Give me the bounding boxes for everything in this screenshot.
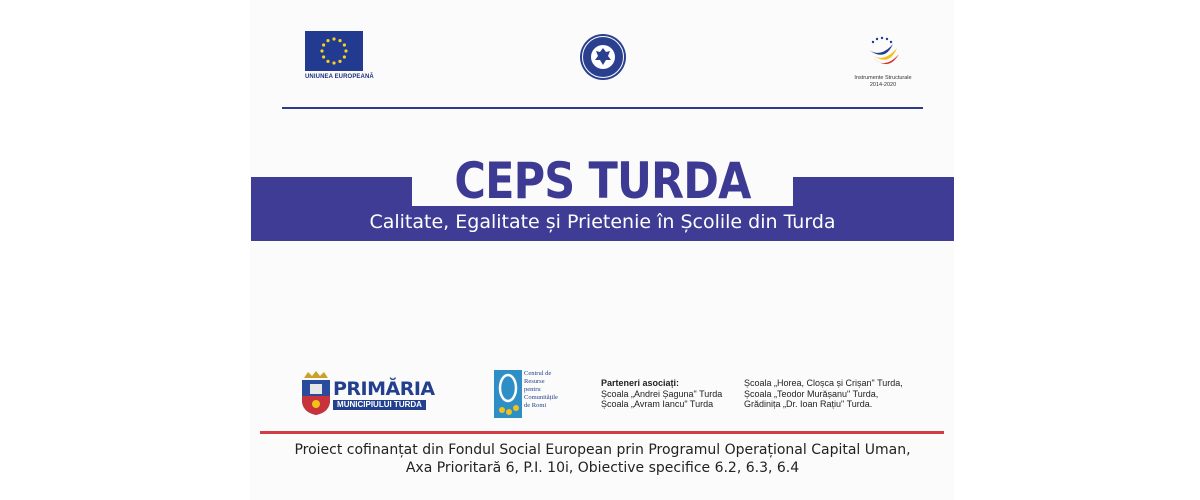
partner-item: Școala „Teodor Murășanu" Turda, <box>744 388 879 399</box>
partners-column-2 <box>744 378 903 410</box>
eu-logo <box>305 31 374 80</box>
crcr-mark-icon <box>494 370 522 418</box>
footer-line-1: Proiect cofinanțat din Fondul Social European prin Programul Operațional Capital Uman, <box>294 442 911 458</box>
footer-line-2: Axa Prioritară 6, P.I. 10i, Obiective specifice 6.2, 6.3, 6.4 <box>405 460 800 476</box>
government-seal-icon <box>579 33 627 81</box>
footer-divider <box>260 431 944 434</box>
partners-column-1 <box>601 378 722 410</box>
partner-item: Școala „Horea, Cloșca și Crișan" Turda, <box>744 378 903 388</box>
crcr-line: Comunitățile <box>524 394 558 401</box>
crcr-line: pentru <box>524 386 541 393</box>
crcr-line: Centrul de <box>524 370 552 377</box>
primaria-title: PRIMĂRIA <box>333 378 435 400</box>
structural-caption-1: Instrumente Structurale <box>854 75 912 81</box>
crcr-logo <box>494 370 564 420</box>
partner-item: Școala „Andrei Șaguna" Turda <box>601 388 723 399</box>
crcr-line: Resurse <box>524 378 545 385</box>
partner-item: Grădinița „Dr. Ioan Rațiu" Turda. <box>744 399 873 409</box>
eu-caption: UNIUNEA EUROPEANĂ <box>305 74 374 80</box>
crcr-line: de Romi <box>524 402 547 409</box>
crcr-name <box>524 370 558 410</box>
primaria-turda-logo <box>300 370 435 418</box>
project-title: CEPS TURDA <box>454 152 751 210</box>
structural-instruments-icon <box>863 34 903 70</box>
eu-flag-icon <box>305 31 363 71</box>
partner-item: Școala „Avram Iancu" Turda <box>601 399 714 409</box>
turda-coat-of-arms-icon <box>300 370 332 416</box>
structural-instruments-logo <box>848 34 918 89</box>
structural-caption-2: 2014-2020 <box>869 82 897 88</box>
funding-footer <box>251 441 954 477</box>
top-divider <box>282 107 923 109</box>
primaria-subtitle: MUNICIPIULUI TURDA <box>333 400 426 410</box>
project-subtitle: Calitate, Egalitate și Prietenie în Școlile din Turda <box>369 211 836 233</box>
partners-heading: Parteneri asociați: <box>601 378 680 388</box>
